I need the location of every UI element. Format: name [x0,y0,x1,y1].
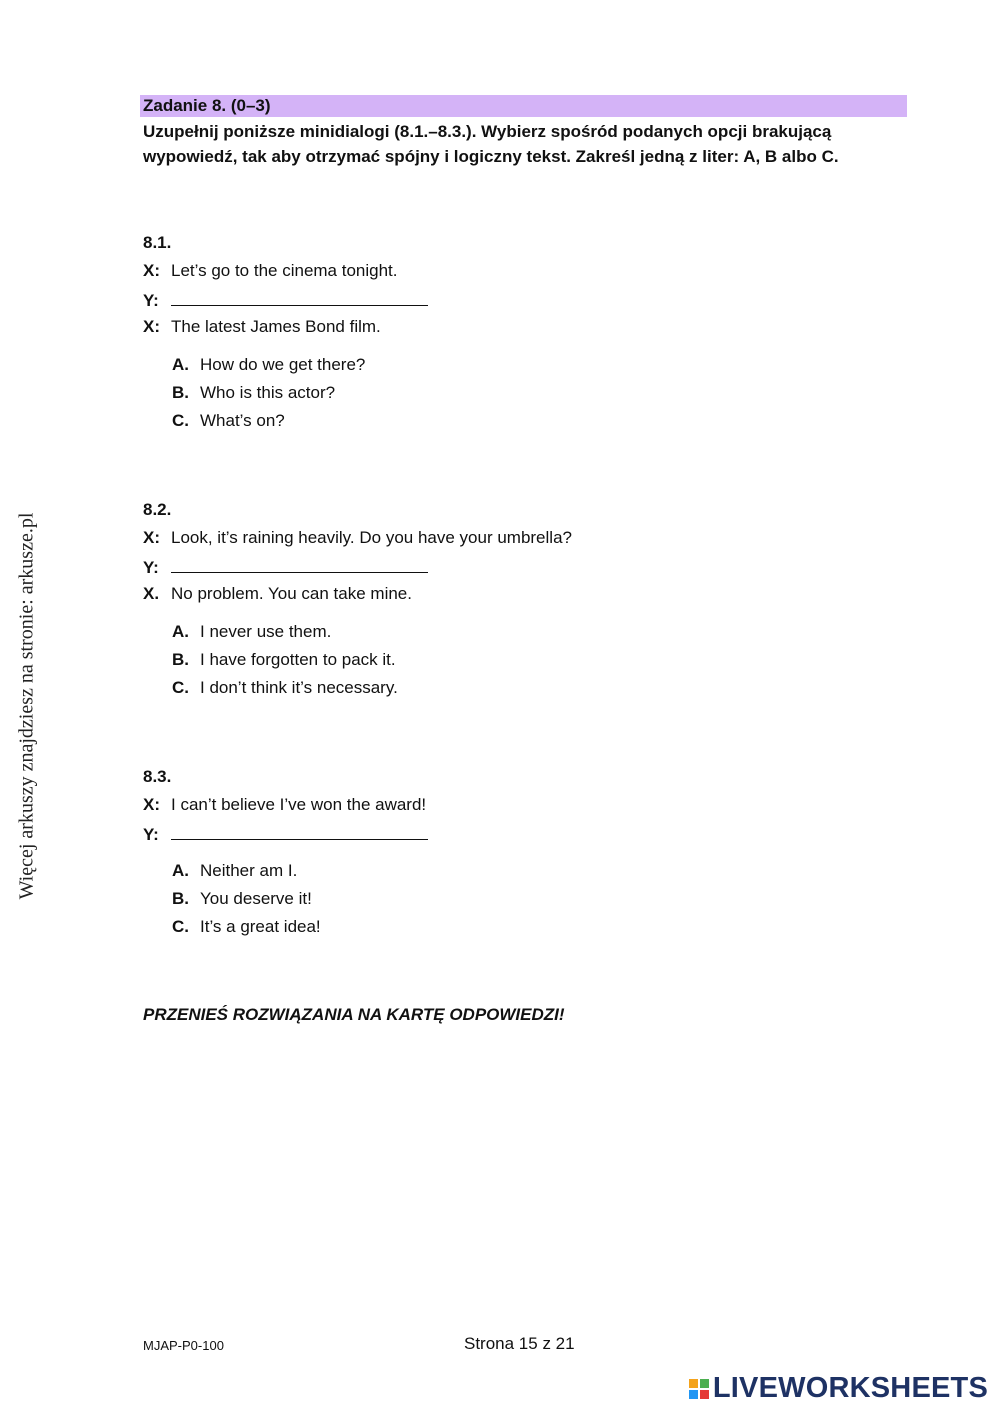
question-8-1 [143,229,743,435]
speaker-label: X. [143,584,160,603]
speaker-label: X: [143,317,160,336]
option-text: What’s on? [200,411,285,430]
answer-options [143,857,743,941]
option-text: How do we get there? [200,355,366,374]
question-8-3 [143,763,743,941]
option-letter: B. [172,650,189,669]
speaker-label: Y: [143,558,159,577]
option-letter: B. [172,383,189,402]
speaker-label: X: [143,795,160,814]
question-number: 8.2. [143,500,172,519]
speaker-label: Y: [143,825,159,844]
option-c[interactable] [172,407,743,435]
option-c[interactable] [172,913,743,941]
option-letter: C. [172,678,189,697]
option-letter: B. [172,889,189,908]
liveworksheets-logo-icon [689,1379,709,1399]
option-letter: A. [172,622,189,641]
page-number: Strona 15 z 21 [464,1334,575,1353]
option-a[interactable] [172,618,743,646]
dialogue-line [143,313,743,341]
option-a[interactable] [172,857,743,885]
question-8-2 [143,496,743,702]
dialogue-line [143,524,743,552]
exam-code: MJAP-P0-100 [143,1338,224,1353]
option-text: Who is this actor? [200,383,336,402]
answer-options [143,618,743,702]
speaker-label: X: [143,261,160,280]
answer-options [143,351,743,435]
side-watermark-note: Więcej arkuszy znajdziesz na stronie: arkusze.pl [15,512,38,900]
answer-blank[interactable] [171,552,428,573]
option-text: It’s a great idea! [200,917,321,936]
speaker-label: X: [143,528,160,547]
liveworksheets-brand [689,1372,988,1405]
option-text: I have forgotten to pack it. [200,650,396,669]
dialogue-text: I can’t believe I’ve won the award! [171,795,427,814]
dialogue-line-blank [143,285,743,313]
option-text: I never use them. [200,622,332,641]
option-text: You deserve it! [200,889,312,908]
transfer-answers-note: PRZENIEŚ ROZWIĄZANIA NA KARTĘ ODPOWIEDZI! [143,1005,565,1024]
option-letter: A. [172,355,189,374]
dialogue-line [143,257,743,285]
speaker-label: Y: [143,291,159,310]
option-text: I don’t think it’s necessary. [200,678,398,697]
option-b[interactable] [172,646,743,674]
answer-blank[interactable] [171,819,428,840]
dialogue-line [143,580,743,608]
question-number: 8.3. [143,767,172,786]
task-header: Zadanie 8. (0–3) [140,95,907,117]
task-instruction: Uzupełnij poniższe minidialogi (8.1.–8.3.). Wybierz spośród podanych opcji brakującą wypowiedź, tak aby otrzymać spójny i logiczny tekst. Zakreśl jedną z liter: A, B albo C. [143,122,839,166]
dialogue-text: Look, it’s raining heavily. Do you have your umbrella? [171,528,572,547]
dialogue-line [143,791,743,819]
question-number: 8.1. [143,233,172,252]
option-text: Neither am I. [200,861,298,880]
dialogue-text: No problem. You can take mine. [171,584,412,603]
dialogue-line-blank [143,819,743,847]
option-a[interactable] [172,351,743,379]
option-letter: C. [172,917,189,936]
dialogue-text: The latest James Bond film. [171,317,381,336]
answer-blank[interactable] [171,285,428,306]
option-c[interactable] [172,674,743,702]
option-letter: C. [172,411,189,430]
dialogue-line-blank [143,552,743,580]
option-letter: A. [172,861,189,880]
dialogue-text: Let’s go to the cinema tonight. [171,261,398,280]
brand-name: LIVEWORKSHEETS [712,1372,988,1404]
option-b[interactable] [172,885,743,913]
option-b[interactable] [172,379,743,407]
